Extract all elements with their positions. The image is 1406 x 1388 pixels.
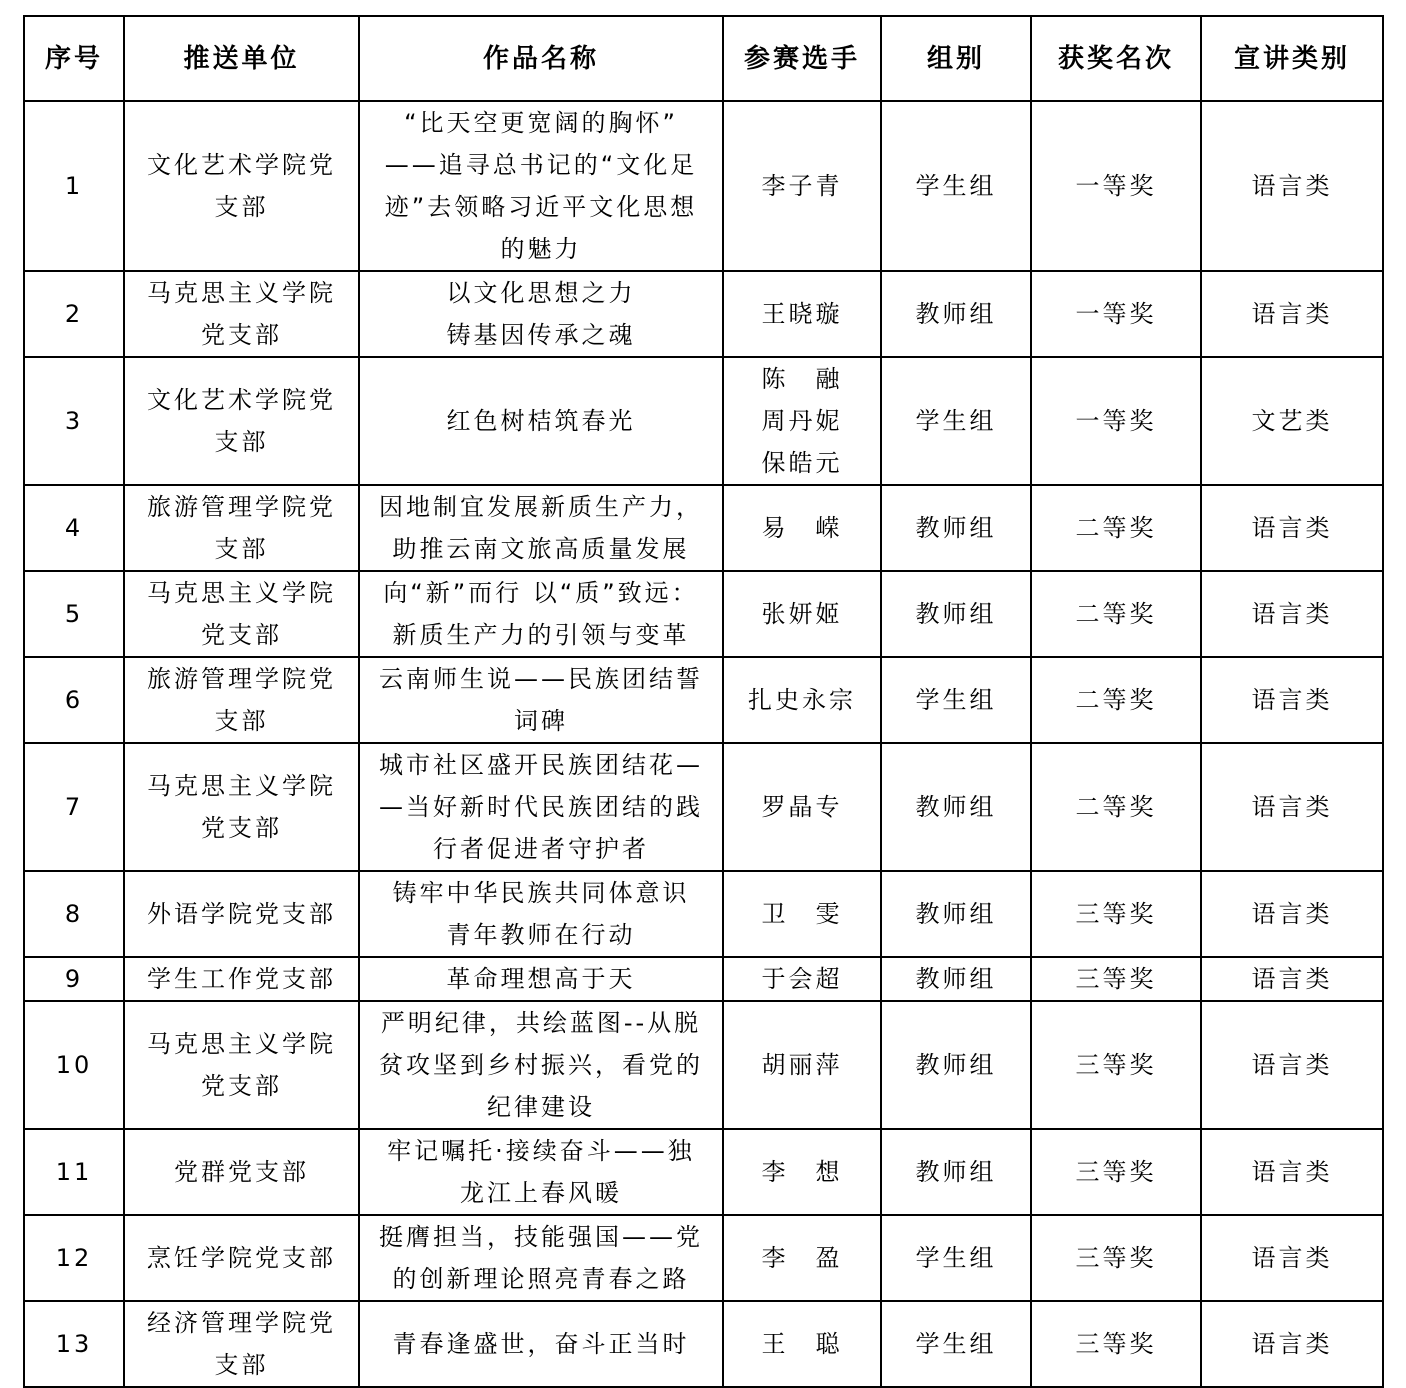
row-rank-text: 一等奖: [1075, 407, 1157, 435]
row-unit: [124, 1301, 359, 1387]
row-category-text: 语言类: [1251, 1158, 1333, 1186]
header-unit: 推送单位: [124, 16, 359, 101]
row-category: [1201, 271, 1383, 357]
row-unit-text: 马克思主义学院 党支部: [147, 1030, 336, 1100]
row-category: [1201, 871, 1383, 957]
row-unit: [124, 657, 359, 743]
table-row: [24, 743, 1383, 871]
row-group-text: 学生组: [915, 172, 997, 200]
row-participants-text: 李子青: [761, 172, 843, 200]
row-title: [359, 571, 723, 657]
row-group: [881, 743, 1031, 871]
row-number-text: 2: [64, 300, 84, 328]
row-number-text: 11: [55, 1158, 93, 1186]
row-category-text: 语言类: [1251, 600, 1333, 628]
row-group: [881, 1215, 1031, 1301]
row-title: [359, 485, 723, 571]
row-title: [359, 1001, 723, 1129]
row-title-text: 向“新”而行 以“质”致远： 新质生产力的引领与变革: [383, 579, 699, 649]
row-number: [24, 271, 124, 357]
row-group-text: 教师组: [915, 1051, 997, 1079]
row-category-text: 文艺类: [1251, 407, 1333, 435]
row-title: [359, 357, 723, 485]
row-number: [24, 1301, 124, 1387]
row-group: [881, 357, 1031, 485]
row-unit-text: 旅游管理学院党 支部: [147, 493, 336, 563]
header-title: 作品名称: [359, 16, 723, 101]
row-unit: [124, 271, 359, 357]
row-title-text: 因地制宜发展新质生产力， 助推云南文旅高质量发展: [379, 493, 703, 563]
row-category-text: 语言类: [1251, 1051, 1333, 1079]
row-category: [1201, 1001, 1383, 1129]
row-rank: [1031, 271, 1201, 357]
table-row: [24, 1001, 1383, 1129]
row-category: [1201, 1301, 1383, 1387]
table-row: [24, 357, 1383, 485]
row-participants-text: 李 想: [761, 1158, 843, 1186]
row-participants: [723, 1215, 881, 1301]
row-category: [1201, 743, 1383, 871]
row-category-text: 语言类: [1251, 900, 1333, 928]
row-participants: [723, 271, 881, 357]
row-participants: [723, 357, 881, 485]
row-unit: [124, 743, 359, 871]
row-category-text: 语言类: [1251, 514, 1333, 542]
row-participants-text: 张妍姬: [761, 600, 843, 628]
row-number-text: 6: [64, 686, 84, 714]
row-number: [24, 357, 124, 485]
row-rank-text: 二等奖: [1075, 793, 1157, 821]
row-rank-text: 二等奖: [1075, 600, 1157, 628]
row-title: [359, 871, 723, 957]
row-participants-text: 扎史永宗: [748, 686, 856, 714]
row-rank: [1031, 1129, 1201, 1215]
row-unit: [124, 101, 359, 271]
row-unit-text: 文化艺术学院党 支部: [147, 386, 336, 456]
row-participants-text: 卫 雯: [761, 900, 843, 928]
row-group: [881, 571, 1031, 657]
row-category: [1201, 657, 1383, 743]
row-group-text: 教师组: [915, 600, 997, 628]
row-number-text: 3: [64, 407, 84, 435]
row-unit-text: 马克思主义学院 党支部: [147, 772, 336, 842]
header-row: [24, 16, 1383, 101]
table-row: [24, 871, 1383, 957]
row-participants: [723, 101, 881, 271]
row-category-text: 语言类: [1251, 1244, 1333, 1272]
row-unit: [124, 1215, 359, 1301]
row-title: [359, 1215, 723, 1301]
row-category-text: 语言类: [1251, 300, 1333, 328]
row-participants: [723, 1301, 881, 1387]
row-rank: [1031, 743, 1201, 871]
row-category: [1201, 101, 1383, 271]
row-unit-text: 马克思主义学院 党支部: [147, 279, 336, 349]
row-participants-text: 李 盈: [761, 1244, 843, 1272]
row-participants: [723, 871, 881, 957]
row-unit-text: 外语学院党支部: [147, 900, 336, 928]
row-title-text: 严明纪律，共绘蓝图--从脱 贫攻坚到乡村振兴，看党的 纪律建设: [379, 1009, 703, 1121]
row-group: [881, 1301, 1031, 1387]
row-rank-text: 三等奖: [1075, 1158, 1157, 1186]
row-number-text: 13: [55, 1330, 93, 1358]
row-rank: [1031, 657, 1201, 743]
row-group-text: 教师组: [915, 1158, 997, 1186]
row-unit-text: 党群党支部: [174, 1158, 309, 1186]
row-participants-text: 于会超: [761, 965, 843, 993]
row-participants: [723, 571, 881, 657]
row-group-text: 教师组: [915, 965, 997, 993]
row-category: [1201, 485, 1383, 571]
row-group-text: 教师组: [915, 514, 997, 542]
row-rank: [1031, 1215, 1201, 1301]
row-number-text: 8: [64, 900, 84, 928]
table-row: [24, 1129, 1383, 1215]
row-unit: [124, 1001, 359, 1129]
row-title-text: 牢记嘱托·接续奋斗——独 龙江上春风暖: [387, 1137, 695, 1207]
row-unit-text: 经济管理学院党 支部: [147, 1309, 336, 1379]
row-participants: [723, 957, 881, 1001]
row-category-text: 语言类: [1251, 793, 1333, 821]
row-rank: [1031, 1001, 1201, 1129]
row-participants: [723, 657, 881, 743]
row-category: [1201, 957, 1383, 1001]
row-unit-text: 马克思主义学院 党支部: [147, 579, 336, 649]
row-group-text: 学生组: [915, 1330, 997, 1358]
row-unit-text: 文化艺术学院党 支部: [147, 151, 336, 221]
row-category: [1201, 1129, 1383, 1215]
table-row: [24, 1301, 1383, 1387]
row-group: [881, 871, 1031, 957]
row-rank-text: 三等奖: [1075, 1244, 1157, 1272]
header-no: 序号: [24, 16, 124, 101]
row-number: [24, 871, 124, 957]
row-group: [881, 1129, 1031, 1215]
row-rank: [1031, 1301, 1201, 1387]
row-category-text: 语言类: [1251, 172, 1333, 200]
row-rank-text: 一等奖: [1075, 172, 1157, 200]
row-participants-text: 罗晶专: [761, 793, 843, 821]
row-number: [24, 743, 124, 871]
row-title-text: 红色树桔筑春光: [446, 407, 636, 435]
row-category: [1201, 571, 1383, 657]
row-number-text: 12: [55, 1244, 93, 1272]
table-body: [24, 101, 1383, 1387]
table-row: [24, 571, 1383, 657]
row-number: [24, 485, 124, 571]
row-title: [359, 1301, 723, 1387]
row-title-text: 革命理想高于天: [446, 965, 636, 993]
row-participants-text: 陈 融 周丹妮 保皓元: [761, 365, 843, 477]
table-row: [24, 485, 1383, 571]
header-rank: 获奖名次: [1031, 16, 1201, 101]
row-participants: [723, 743, 881, 871]
row-title-text: 城市社区盛开民族团结花— —当好新时代民族团结的践 行者促进者守护者: [379, 751, 703, 863]
row-number-text: 4: [64, 514, 84, 542]
row-group: [881, 485, 1031, 571]
row-rank-text: 二等奖: [1075, 686, 1157, 714]
row-title-text: 以文化思想之力 铸基因传承之魂: [446, 279, 636, 349]
row-group: [881, 657, 1031, 743]
row-number: [24, 1215, 124, 1301]
row-group: [881, 1001, 1031, 1129]
row-participants: [723, 1129, 881, 1215]
row-number-text: 7: [64, 793, 84, 821]
row-participants: [723, 485, 881, 571]
row-participants-text: 王晓璇: [761, 300, 843, 328]
row-group: [881, 271, 1031, 357]
table-row: [24, 1215, 1383, 1301]
row-rank-text: 一等奖: [1075, 300, 1157, 328]
row-number: [24, 1001, 124, 1129]
row-rank-text: 三等奖: [1075, 965, 1157, 993]
row-unit-text: 旅游管理学院党 支部: [147, 665, 336, 735]
row-rank-text: 三等奖: [1075, 1330, 1157, 1358]
row-group-text: 教师组: [915, 793, 997, 821]
table-row: [24, 657, 1383, 743]
row-group-text: 学生组: [915, 407, 997, 435]
header-group: 组别: [881, 16, 1031, 101]
row-participants: [723, 1001, 881, 1129]
row-unit: [124, 485, 359, 571]
row-number-text: 10: [55, 1051, 93, 1079]
row-group: [881, 957, 1031, 1001]
row-group-text: 学生组: [915, 686, 997, 714]
row-unit: [124, 1129, 359, 1215]
row-participants-text: 王 聪: [761, 1330, 843, 1358]
table-row: [24, 101, 1383, 271]
row-number-text: 9: [64, 965, 84, 993]
row-title: [359, 657, 723, 743]
row-title: [359, 743, 723, 871]
row-rank: [1031, 357, 1201, 485]
row-title: [359, 101, 723, 271]
row-rank: [1031, 101, 1201, 271]
row-category: [1201, 357, 1383, 485]
row-rank: [1031, 571, 1201, 657]
row-category-text: 语言类: [1251, 686, 1333, 714]
row-participants-text: 胡丽萍: [761, 1051, 843, 1079]
row-title-text: 挺膺担当，技能强国——党 的创新理论照亮青春之路: [379, 1223, 703, 1293]
row-rank: [1031, 957, 1201, 1001]
table-row: [24, 957, 1383, 1001]
row-rank-text: 二等奖: [1075, 514, 1157, 542]
row-rank: [1031, 871, 1201, 957]
row-title: [359, 1129, 723, 1215]
awards-table: [23, 15, 1384, 1388]
row-category-text: 语言类: [1251, 1330, 1333, 1358]
row-rank: [1031, 485, 1201, 571]
row-title: [359, 957, 723, 1001]
row-unit: [124, 571, 359, 657]
row-title-text: 云南师生说——民族团结誓 词碑: [379, 665, 703, 735]
row-unit-text: 学生工作党支部: [147, 965, 336, 993]
row-rank-text: 三等奖: [1075, 1051, 1157, 1079]
row-number: [24, 101, 124, 271]
row-number: [24, 957, 124, 1001]
row-unit: [124, 357, 359, 485]
row-unit-text: 烹饪学院党支部: [147, 1244, 336, 1272]
row-group: [881, 101, 1031, 271]
row-number: [24, 1129, 124, 1215]
row-group-text: 教师组: [915, 300, 997, 328]
row-rank-text: 三等奖: [1075, 900, 1157, 928]
row-group-text: 学生组: [915, 1244, 997, 1272]
row-number: [24, 657, 124, 743]
row-category-text: 语言类: [1251, 965, 1333, 993]
row-title-text: “比天空更宽阔的胸怀” ——追寻总书记的“文化足 迹”去领略习近平文化思想 的魅力: [384, 109, 698, 263]
header-category: 宣讲类别: [1201, 16, 1383, 101]
row-number-text: 1: [64, 172, 84, 200]
row-number: [24, 571, 124, 657]
row-group-text: 教师组: [915, 900, 997, 928]
row-participants-text: 易 嵘: [761, 514, 843, 542]
row-title: [359, 271, 723, 357]
row-title-text: 青春逢盛世，奋斗正当时: [392, 1330, 690, 1358]
header-participants: 参赛选手: [723, 16, 881, 101]
row-title-text: 铸牢中华民族共同体意识 青年教师在行动: [392, 879, 690, 949]
row-category: [1201, 1215, 1383, 1301]
row-number-text: 5: [64, 600, 84, 628]
row-unit: [124, 957, 359, 1001]
row-unit: [124, 871, 359, 957]
table-row: [24, 271, 1383, 357]
